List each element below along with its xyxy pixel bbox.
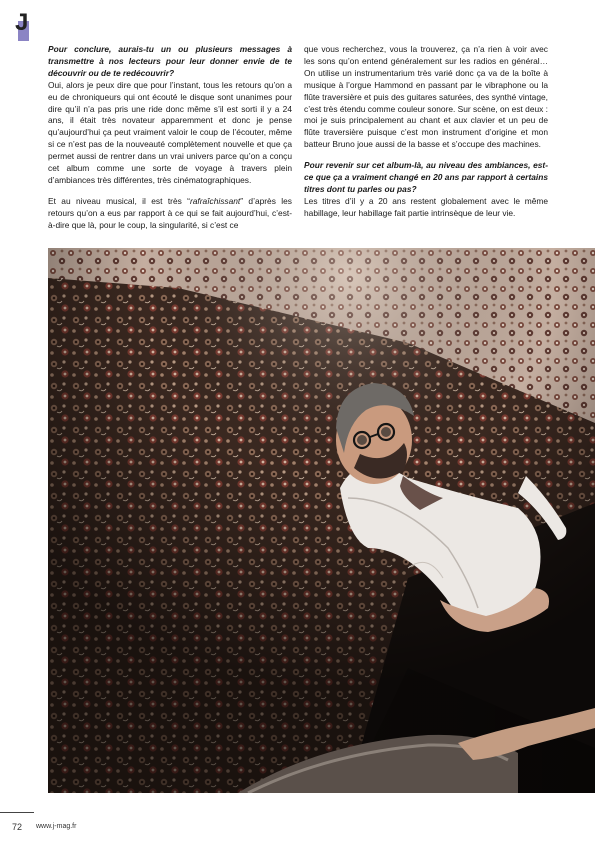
answer-text: Oui, alors je peux dire que pour l’instant, tous les retours qu’on a eu de chroniqueurs qui ont écouté le disque sont unanimes pour dire qu’il n’a pas pris une ride donc même s’il est sorti il y a 24 ans, il était très novateur apparemment et donc je pense qu’aujourd’hui ça peut vraiment valoir le coup de l’écouter, même si ce n’est pas de la nouveauté complètement nouvelle et que ça permet aussi de rentrer dans un vrai univers parce qu’on a conçu cet album comme une sorte de voyage à travers plein d’ambiances très différentes, très cinématographiques. <box>48 79 292 185</box>
interview-question <box>48 44 292 187</box>
question-text: Pour revenir sur cet album-là, au niveau des ambiances, est-ce que ça a vraiment changé en 20 ans par rapport à certains titres dont tu parles ou pas? <box>304 160 548 194</box>
question-text: Pour conclure, aurais-tu un ou plusieurs messages à transmettre à nos lecteurs pour leur donner envie de te découvrir ou de te redécouvrir? <box>48 44 292 78</box>
footer-rule <box>0 812 34 813</box>
website-url: www.j-mag.fr <box>36 823 77 830</box>
portrait-photo <box>48 248 595 793</box>
article-left-column <box>48 44 292 241</box>
answer-text: Les titres d’il y a 20 ans restent globalement avec le même habillage, leur habillage fait partie intrinsèque de leur vie. <box>304 195 548 218</box>
page-number: 72 <box>12 822 23 832</box>
article-right-column <box>304 44 548 229</box>
answer-paragraph <box>48 196 292 232</box>
answer-text-start: Et au niveau musical, il est très “ <box>48 195 190 206</box>
quoted-word: rafraîchissant <box>189 195 241 206</box>
answer-paragraph: que vous recherchez, vous la trouverez, ça n’a rien à voir avec les sons qu’on entend généralement sur les radios en général… On utilise un instrumentarium très varié donc ça va de la boîte à musique à l’orgue Hammond en passant par le vibraphone ou la flûte traversière et puis des guitares saturées, des synthé vintage, c’est très étendu comme couleur sonore. Sur scène, on est deux : moi je suis principalement au chant et aux clavier et un peu de flûte traversière puisque c’est mon instrument d’origine et mon batteur Bruno joue aussi de la basse et s’occupe des machines. <box>304 44 548 150</box>
logo-letter: J <box>15 9 29 36</box>
interview-question <box>304 160 548 220</box>
magazine-logo <box>12 9 32 42</box>
photo-illustration <box>48 248 595 793</box>
answer-text-end: ” d’après les retours qu’on a eus par rapport à ce qui se fait aujourd’hui, c’est-à-dire que là, pour le coup, la singularité, si c’est ce <box>48 195 292 230</box>
